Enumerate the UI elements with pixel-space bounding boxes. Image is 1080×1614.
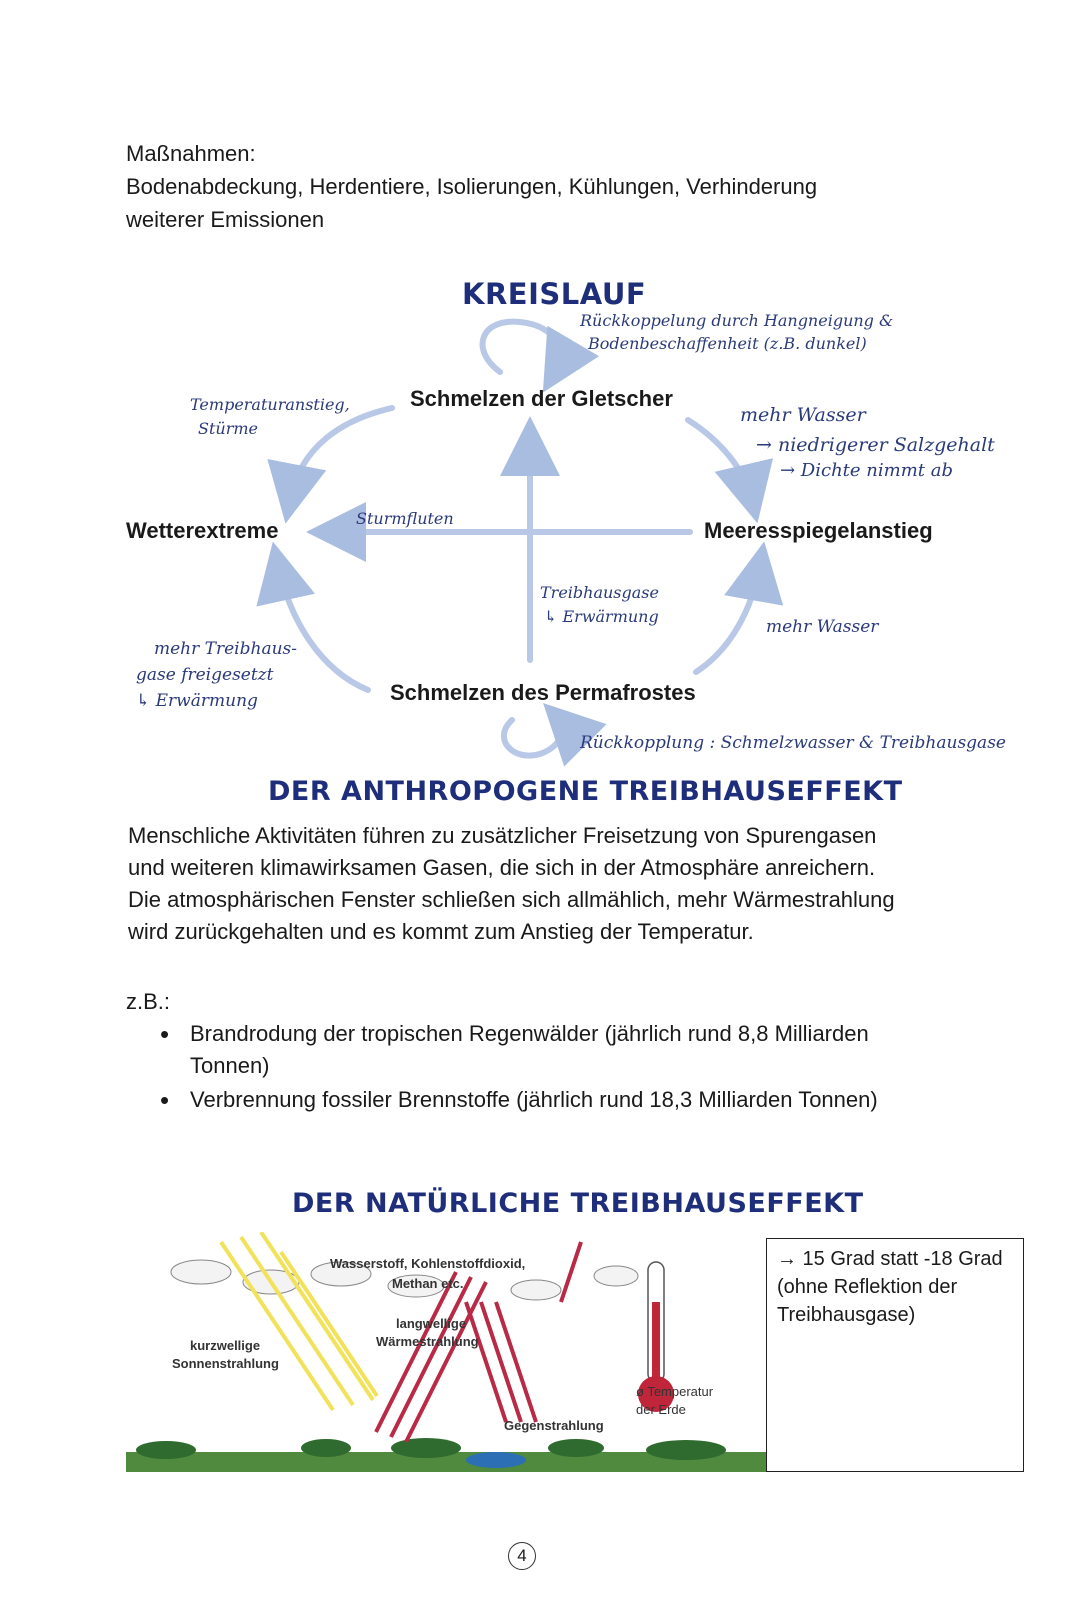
list-item — [156, 1084, 976, 1116]
anthropogenic-title: DER ANTHROPOGENE TREIBHAUSEFFEKT — [268, 776, 903, 807]
note-bottom-right: mehr Wasser — [766, 617, 879, 637]
node-weather-extremes: Wetterextreme — [126, 518, 279, 543]
anthropogenic-text-line2: und weiteren klimawirksamen Gasen, die sich in der Atmosphäre anreichern. — [128, 855, 876, 880]
label-longwave-line2: Wärmestrahlung — [376, 1334, 479, 1349]
label-longwave-line1: langwellige — [396, 1316, 467, 1331]
label-gases-line1: Wasserstoff, Kohlenstoffdioxid, — [330, 1256, 526, 1271]
natural-title: DER NATÜRLICHE TREIBHAUSEFFEKT — [292, 1188, 864, 1219]
note-center-left: Sturmfluten — [356, 509, 454, 528]
cycle-title: KREISLAUF — [462, 277, 647, 311]
node-sea-level-rise: Meeresspiegelanstieg — [704, 518, 933, 543]
note-top-left-line1: Temperaturanstieg, — [190, 395, 350, 414]
measures-text-line1: Bodenabdeckung, Herdentiere, Isolierungen, Kühlungen, Verhinderung — [126, 174, 818, 199]
info-box-line3: Treibhausgase) — [777, 1304, 916, 1326]
label-counter-radiation: Gegenstrahlung — [504, 1418, 604, 1433]
note-top-right-line2: → niedrigerer Salzgehalt — [756, 434, 995, 456]
anthropogenic-text-line1: Menschliche Aktivitäten führen zu zusätzlicher Freisetzung von Spurengasen — [128, 823, 877, 848]
note-bottom-left-line1: mehr Treibhaus- — [154, 639, 298, 659]
cycle-top-note-line2: Bodenbeschaffenheit (z.B. dunkel) — [588, 334, 867, 353]
label-temperature-line2: der Erde — [636, 1402, 686, 1417]
note-center-line1: Treibhausgase — [540, 583, 659, 602]
note-top-right-line3: → Dichte nimmt ab — [780, 460, 953, 481]
note-bottom-left-line2: gase freigesetzt — [136, 665, 274, 685]
node-permafrost-melting: Schmelzen des Permafrostes — [390, 680, 696, 705]
measures-heading: Maßnahmen: — [126, 141, 256, 166]
info-box-line1: → 15 Grad statt -18 Grad — [777, 1248, 1003, 1270]
label-temperature-line1: ø Temperatur — [636, 1384, 714, 1399]
note-top-right-line1: mehr Wasser — [740, 404, 866, 426]
cycle-bottom-note: Rückkopplung : Schmelzwasser & Treibhausgase — [580, 733, 1006, 753]
example-list — [156, 1018, 976, 1116]
note-center-line2: ↳ Erwärmung — [544, 607, 659, 626]
example-label: z.B.: — [126, 989, 171, 1014]
list-item — [156, 1018, 976, 1082]
node-glacier-melting: Schmelzen der Gletscher — [410, 386, 673, 411]
label-shortwave-line1: kurzwellige — [190, 1338, 261, 1353]
info-box — [766, 1238, 1024, 1472]
list-item-text: Verbrennung fossiler Brennstoffe (jährlich rund 18,3 Milliarden Tonnen) — [190, 1087, 878, 1112]
note-top-left-line2: Stürme — [198, 419, 258, 438]
anthropogenic-text-line3: Die atmosphärischen Fenster schließen sich allmählich, mehr Wärmestrahlung — [128, 887, 895, 912]
note-bottom-left-line3: ↳ Erwärmung — [136, 691, 258, 711]
info-box-line2: (ohne Reflektion der — [777, 1276, 958, 1298]
list-item-line2: Tonnen) — [190, 1053, 270, 1078]
label-shortwave-line2: Sonnenstrahlung — [172, 1356, 279, 1371]
label-gases-line2: Methan etc. — [392, 1276, 464, 1291]
page-number: 4 — [508, 1542, 536, 1570]
anthropogenic-text-line4: wird zurückgehalten und es kommt zum Anstieg der Temperatur. — [128, 919, 754, 944]
list-item-line1: Brandrodung der tropischen Regenwälder (jährlich rund 8,8 Milliarden — [190, 1021, 869, 1046]
cycle-top-note-line1: Rückkoppelung durch Hangneigung & — [580, 311, 894, 330]
measures-text-line2: weiterer Emissionen — [126, 207, 325, 232]
